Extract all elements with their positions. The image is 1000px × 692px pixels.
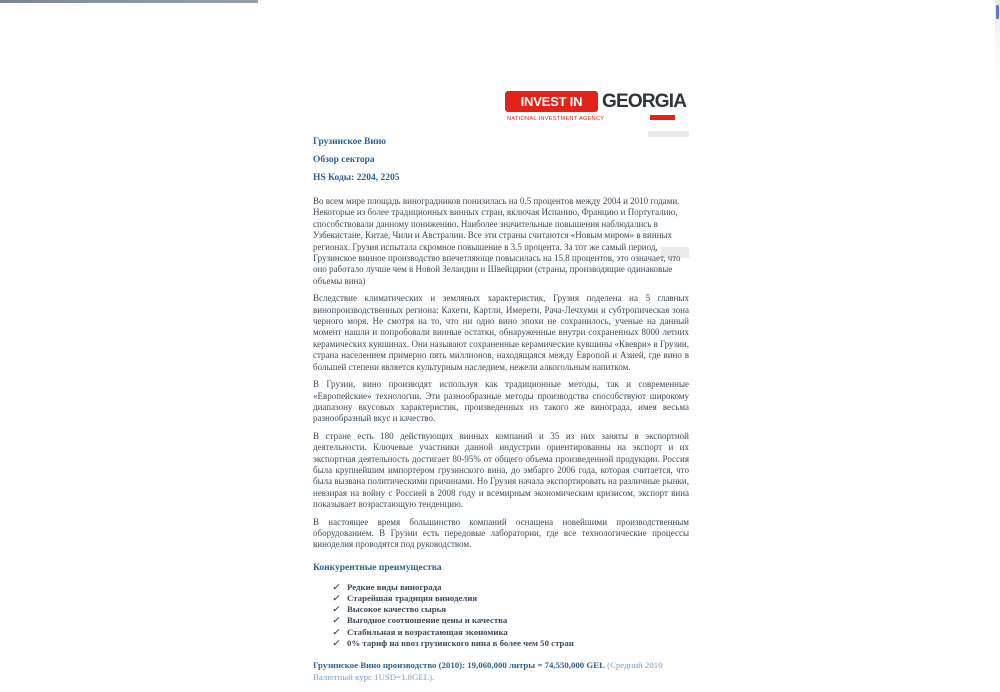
exchange-rate-note: (Средний 2010 Валютный курс 1USD=1.8GEL). bbox=[313, 660, 663, 682]
advantage-label: 0% тариф на ввоз грузинского вина в более чем 50 стран bbox=[347, 637, 574, 648]
production-figures: Грузинское Вино производство (2010): 19,060,000 литры = 74,550,000 GEL bbox=[313, 660, 605, 670]
georgia-red-underline bbox=[650, 115, 675, 120]
checkmark-icon: ✓ bbox=[332, 581, 340, 592]
checkmark-icon: ✓ bbox=[332, 626, 340, 637]
hs-codes-heading: HS Коды: 2204, 2205 bbox=[313, 173, 400, 183]
doc-title: Грузинское Вино bbox=[313, 137, 387, 147]
advantage-item bbox=[313, 627, 689, 638]
scrollbar-track[interactable] bbox=[995, 0, 1000, 625]
window-top-edge-bar bbox=[0, 0, 258, 3]
advantage-item bbox=[313, 593, 689, 604]
advantage-label: Выгодное соотношение цены и качества bbox=[347, 615, 508, 626]
agency-tagline: NATIONAL INVESTMENT AGENCY bbox=[507, 116, 605, 122]
georgia-wordmark: GEORGIA bbox=[602, 91, 687, 112]
advantages-heading: Конкурентные преимущества bbox=[313, 562, 442, 573]
advantage-item bbox=[313, 604, 689, 615]
checkmark-icon: ✓ bbox=[332, 615, 340, 626]
paragraph-equipment: В настоящее время большинство компаний оснащена новейшими производственным оборудованием. В Грузии есть передовые лаборатории, где все технологические процессы виноделия проводятся под руководством. bbox=[313, 516, 689, 550]
advantage-label: Редкие виды винограда bbox=[347, 581, 442, 592]
scrollbar-thumb[interactable] bbox=[996, 5, 999, 19]
checkmark-icon: ✓ bbox=[332, 604, 340, 615]
doc-subtitle: Обзор сектора bbox=[313, 155, 375, 165]
advantage-item bbox=[313, 615, 689, 626]
production-summary bbox=[313, 660, 689, 683]
advantage-item bbox=[313, 582, 689, 593]
paragraph-regions: Вследствие климатических и земляных характеристик, Грузия поделена на 5 главных винопроизводственных региона: Кахети, Картли, Имерети, Рача-Лечхуми и субтропическая зона черного моря. Не смотря на то, что ни одно вино эпохи не сохранилось, ученые на данный момент нашли и попробовали винные остатки, обнаруженные внутри сохраненных 8000 летних керамических кувшинах. Они называют сохраненные керамические кувшины «Квеври» в Грузии, страна населением примерно пять миллионов, находящаяся между Европой и Азией, где вино в большей степени является культурным наследием, нежели алкогольным напитком. bbox=[313, 293, 689, 372]
logo-row bbox=[505, 91, 685, 112]
invest-in-red-badge bbox=[505, 91, 598, 112]
paragraph-companies-export: В стране есть 180 действующих винных компаний и 35 из них заняты в экспортной деятельности. Ключевые участники данной индустрии ориентированны на экспорт и их экспортная деятельность достигает 80-95% от общего объема произведенной продукции. Россия была крупнейшим импортером грузинского вина, до эмбарго 2006 года, которая считается, что была вызвана политическими причинами. Но Грузия начала экспортировать на различные рынки, невзирая на войну с Россией в 2008 году и всемирным экономическим кризисом, экспорт вина показывает возрастающую тенденцию. bbox=[313, 430, 689, 510]
paragraph-methods: В Грузии, вино производят используя как традиционные методы, так и современные «Европейские» технологии. Эти разнообразные методы производства способствуют широкому диапазону вкусовых характеристик, произведенных из такого же винограда, имея весьма разнообразный вкус и качество. bbox=[313, 379, 689, 424]
paragraph-world-vineyards: Во всем мире площадь виноградников понизилась на 0.5 процентов между 2004 и 2010 годами. Некоторые из более традиционных винных стран, включая Испанию, Францию и Португалию, способствовали данному понижению. Наиболее значительные повышения наблюдались в Узбекистане, Китае, Чили и Австралии. Все эти страны считаются «Новым миром» в винных регионах. Грузия испытала скромное повышение в 3.5 процента. За тот же самый период, Грузинское винное производство впечетляюще повысилась на 15.8 процентов, это означает, что оно работало лучше чем в Новой Зеландии и Швейцарии (страны, производящие одинаковые объемы вина) bbox=[313, 196, 681, 286]
advantage-label: Стабильная и возрастающая экономика bbox=[347, 626, 508, 637]
checkmark-icon: ✓ bbox=[332, 592, 340, 603]
invest-in-georgia-logo bbox=[505, 91, 685, 125]
document-content bbox=[313, 137, 689, 692]
advantage-label: Высокое качество сырья bbox=[347, 604, 447, 615]
invest-in-text: INVEST IN bbox=[520, 94, 583, 109]
advantages-list bbox=[313, 582, 689, 649]
advantage-item bbox=[313, 638, 689, 649]
advantage-label: Старейшая традиция виноделия bbox=[347, 592, 478, 603]
checkmark-icon: ✓ bbox=[332, 637, 340, 648]
